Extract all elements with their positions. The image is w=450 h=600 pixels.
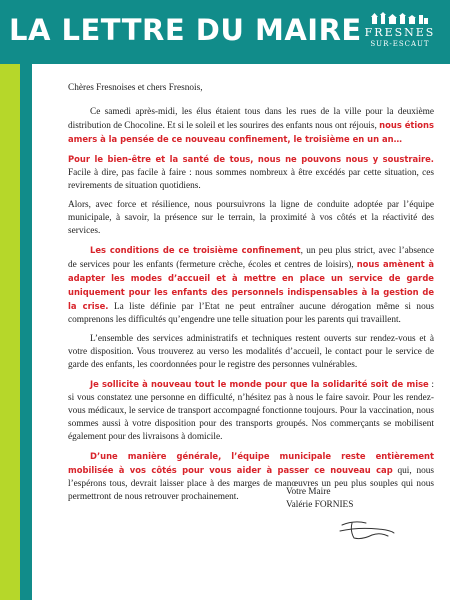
paragraph-text: : si vous constatez une personne en difficulté, n’hésitez pas à nous le faire savoir. Pour les rendez-vous médicaux, le service de transport accompagné fonctionne toujours. Pour la vaccination, nous sommes aussi à votre disposition pour des transports groupés. Nos commerçants se mobilisent également pour des livraisons à domicile. <box>68 380 434 442</box>
paragraph-5 <box>68 333 434 372</box>
page-title: LA LETTRE DU MAIRE <box>9 13 362 47</box>
paragraph-text: , un peu plus strict, avec l’absence de services pour les enfants (fermeture crèche, écoles et centres de loisirs), <box>68 246 434 270</box>
highlight-text: Pour le bien-être et la santé de tous, nous ne pouvons nous y soustraire. <box>68 154 434 164</box>
town-name: FRESNES <box>364 26 436 39</box>
greeting: Chères Fresnoises et chers Fresnois, <box>68 83 203 93</box>
handwritten-signature-icon <box>338 519 398 541</box>
signature-title: Votre Maire <box>286 487 331 497</box>
lime-side-band <box>0 64 20 600</box>
highlight-text: Les conditions de ce troisième confinement <box>90 245 301 255</box>
town-skyline-icon <box>371 12 429 24</box>
paragraph-4 <box>68 244 434 327</box>
paragraph-3 <box>68 199 434 238</box>
paragraph-6 <box>68 378 434 444</box>
paragraph-text: qui, nous l’espérons tous, devrait laisser place à des marges de manœuvres un peu plus souples qui nous permettront de nous retrouver prochainement. <box>68 466 435 502</box>
paragraph-2 <box>68 153 434 193</box>
paragraph-text: Ce samedi après-midi, les élus étaient tous dans les rues de la ville pour la deuxième distribution de Chocoline. Et si le soleil et les sourires des enfants nous ont réjouis, <box>68 107 434 131</box>
signature-block <box>286 486 353 512</box>
highlight-text: nous étions amers à la pensée de ce nouveau confinement, le troisième en un an… <box>68 120 434 144</box>
town-subtitle: SUR-ESCAUT <box>370 40 430 48</box>
highlight-text: D’une manière générale, l’équipe municipale reste entièrement mobilisée à vos côtés pour vous aider à passer ce nouveau cap <box>68 451 434 475</box>
paragraph-1 <box>68 106 434 147</box>
paragraph-7 <box>68 450 434 504</box>
town-logo <box>360 12 440 49</box>
highlight-text: Je sollicite à nouveau tout le monde pour que la solidarité soit de mise <box>90 379 429 389</box>
signature-name: Valérie FORNIES <box>286 500 354 510</box>
paragraph-text: La liste définie par l’Etat ne peut entraîner aucune dérogation même si nous comprenons les difficultés qu’engendre une telle situation pour les parents qui travaillent. <box>68 302 434 325</box>
paragraph-text: Facile à dire, pas facile à faire : nous sommes nombreux à être excédés par cette situation, ces revirements de situation quotidiens. <box>68 168 434 191</box>
paragraph-text: L’ensemble des services administratifs et techniques restent ouverts sur rendez-vous et à votre disposition. Vous trouverez au verso les modalités d’accueil, le contact pour le service de garde des enfants, les coordonnées pour le registre des personnes vulnérables. <box>68 334 434 370</box>
letter-body <box>68 82 434 510</box>
header-banner <box>0 0 450 64</box>
teal-stripe <box>20 64 32 600</box>
paragraph-text: Alors, avec force et résilience, nous poursuivrons la ligne de conduite adoptée par l’équipe municipale, à savoir, la présence sur le terrain, la proximité à vos côtés et la réactivité des services. <box>68 200 434 236</box>
highlight-text: nous amènent à adapter les modes d’accueil et à mettre en place un service de garde uniquement pour les enfants des personnels indispensables à la gestion de la crise. <box>68 259 434 311</box>
